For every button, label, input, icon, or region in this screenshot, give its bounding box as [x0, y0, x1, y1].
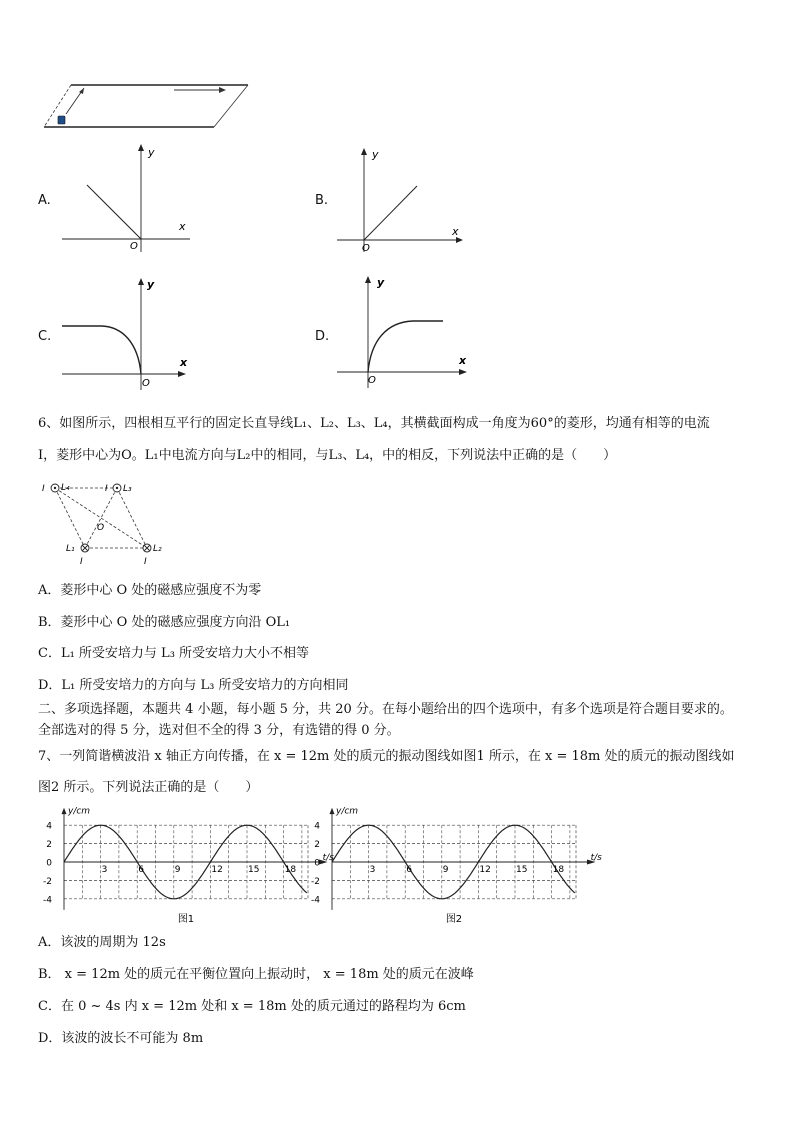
graph-d-y: y: [377, 276, 385, 289]
section2-line1: 二、多项选择题，本题共 4 小题，每小题 5 分，共 20 分。在每小题给出的四个选项中，有多个选项是符合题目要求的。: [38, 702, 733, 717]
option-a-label: A.: [38, 193, 51, 208]
x-tick-label: 12: [479, 865, 491, 875]
rh-o: O: [97, 523, 105, 533]
x-tick-label: 9: [174, 865, 181, 875]
rh-i-br: I: [144, 557, 147, 567]
graph-a-o: O: [130, 241, 138, 252]
x-tick-label: 12: [211, 865, 223, 875]
chart-title-1: 图1: [177, 914, 195, 925]
graph-b-x: x: [452, 225, 459, 238]
y-tick-label: -4: [311, 895, 320, 906]
x-tick-label: 18: [552, 865, 565, 875]
q7-option-a: A．该波的周期为 12s: [38, 935, 166, 950]
section2-line2: 全部选对的得 5 分，选对但不全的得 3 分，有选错的得 0 分。: [38, 723, 400, 738]
y-axis-label: y/cm: [68, 806, 91, 817]
graph-a-x: x: [179, 220, 186, 233]
graph-d-o: O: [368, 375, 376, 386]
q7-option-d: D．该波的波长不可能为 8m: [38, 1031, 204, 1046]
y-tick-label: 0: [314, 858, 320, 869]
y-tick-label: -2: [311, 876, 320, 887]
graph-b: [335, 140, 505, 260]
graph-b-o: O: [362, 243, 370, 254]
x-axis-label: t/s: [590, 853, 602, 863]
q7-line1: 7、一列简谐横波沿 x 轴正方向传播，在 x = 12m 处的质元的振动图线如图1 所示，在 x = 18m 处的质元的振动图线如: [38, 749, 735, 764]
rh-l1: L₁: [66, 544, 75, 554]
x-tick-label: 6: [406, 865, 412, 875]
rhombus-figure: [40, 478, 190, 568]
q7-line2: 图2 所示。下列说法正确的是（ ）: [38, 780, 259, 795]
y-tick-label: 4: [314, 821, 320, 832]
option-c-label: C.: [38, 329, 52, 344]
graph-c-o: O: [142, 378, 150, 389]
rh-i-bl: I: [80, 557, 83, 567]
rh-l3: L₃: [123, 484, 132, 494]
graph-b-y: y: [372, 148, 379, 161]
y-tick-label: 2: [46, 840, 52, 851]
option-d-label: D.: [315, 329, 330, 344]
q6-line1: 6、如图所示，四根相互平行的固定长直导线L₁、L₂、L₃、L₄，其横截面构成一角度为60°的菱形，均通有相等的电流: [38, 416, 710, 431]
q7-option-b: B． x = 12m 处的质元在平衡位置向上振动时， x = 18m 处的质元在波峰: [38, 967, 474, 982]
q7-option-c: C．在 0 ~ 4s 内 x = 12m 处和 x = 18m 处的质元通过的路程均为 6cm: [38, 999, 466, 1014]
y-tick-label: 4: [46, 821, 52, 832]
y-tick-label: 0: [46, 858, 52, 869]
x-tick-label: 9: [442, 865, 449, 875]
graph-c: [60, 270, 230, 400]
y-tick-label: -4: [43, 895, 52, 906]
y-axis-label: y/cm: [336, 806, 359, 817]
x-tick-label: 6: [138, 865, 144, 875]
y-tick-label: -2: [43, 876, 52, 887]
x-tick-label: 3: [369, 865, 376, 875]
option-b-label: B.: [315, 193, 329, 208]
x-tick-label: 3: [101, 865, 108, 875]
x-tick-label: 15: [516, 865, 528, 875]
vibration-chart-2: [308, 806, 602, 930]
q6-option-a: A．菱形中心 O 处的磁感应强度不为零: [38, 583, 262, 598]
vibration-chart-1: [40, 806, 334, 930]
q6-line2: I，菱形中心为O。L₁中电流方向与L₂中的相同，与L₃、L₄，中的相反，下列说法中正确的是（ ）: [38, 448, 617, 463]
rh-i-top: I: [105, 484, 108, 494]
rh-l4: L₄: [61, 483, 70, 493]
graph-c-y: y: [147, 278, 155, 291]
x-tick-label: 15: [248, 865, 260, 875]
y-tick-label: 2: [314, 840, 320, 851]
graph-d: [335, 270, 505, 400]
q6-option-c: C．L₁ 所受安培力与 L₃ 所受安培力大小不相等: [38, 646, 310, 661]
graph-a: [60, 140, 230, 260]
rh-i-left: I: [42, 484, 45, 494]
graph-c-x: x: [180, 356, 188, 369]
chart-title-2: 图2: [445, 914, 463, 925]
graph-a-y: y: [148, 146, 155, 159]
rh-l2: L₂: [153, 544, 162, 554]
x-tick-label: 18: [284, 865, 297, 875]
y-axis-arrow: [330, 808, 335, 814]
q6-option-b: B．菱形中心 O 处的磁感应强度方向沿 OL₁: [38, 615, 291, 630]
y-axis-arrow: [62, 808, 67, 814]
incline-figure: [36, 76, 296, 136]
graph-d-x: x: [459, 354, 467, 367]
x-axis-label: t/s: [322, 853, 334, 863]
q6-option-d: D．L₁ 所受安培力的方向与 L₃ 所受安培力的方向相同: [38, 678, 349, 693]
